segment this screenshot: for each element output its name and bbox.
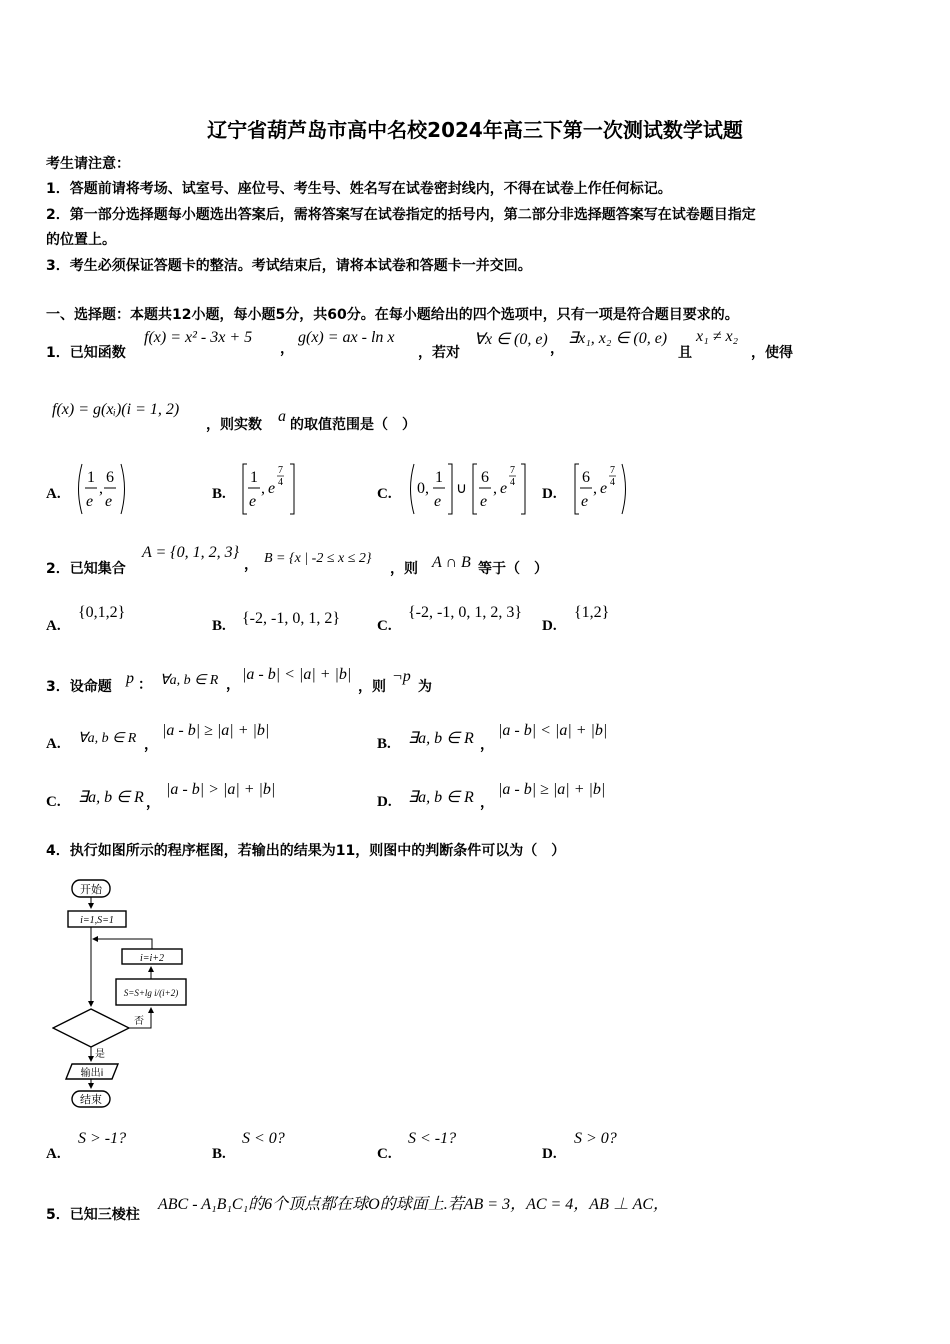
q1-then: ，使得	[751, 345, 793, 361]
svg-text:4: 4	[510, 477, 515, 488]
q2-option-c: {-2, -1, 0, 1, 2, 3}	[408, 604, 523, 621]
svg-text:e: e	[600, 480, 608, 497]
question-4: 4．执行如图所示的程序框图，若输出的结果为11，则图中的判断条件可以为（ ）	[46, 843, 566, 859]
q2-option-a: {0,1,2}	[78, 604, 126, 621]
q1-comma2: ，	[550, 341, 564, 357]
q4-option-d-label: D.	[542, 1146, 557, 1162]
svg-text:4: 4	[610, 477, 615, 488]
q5-prefix: 5．已知三棱柱	[46, 1207, 140, 1223]
svg-text:e: e	[500, 480, 508, 497]
svg-text:e: e	[268, 480, 276, 497]
q3-option-c-label: C.	[46, 794, 61, 810]
q2-comma: ，	[244, 557, 258, 573]
q2-option-d: {1,2}	[574, 604, 610, 621]
q3-quant: ∀a, b ∈ R	[160, 673, 219, 688]
flowchart	[52, 876, 202, 1111]
flow-start-text: 开始	[80, 883, 102, 896]
q1-neq: x₁ ≠ x₂	[696, 328, 739, 345]
q1-option-b-math	[240, 460, 302, 518]
q1-option-b-label: B.	[212, 486, 226, 502]
svg-text:e: e	[249, 493, 257, 510]
q1-option-c-math	[406, 460, 532, 518]
svg-text:4: 4	[278, 477, 283, 488]
q2-expr: A ∩ B	[432, 554, 471, 571]
q1-option-a-label: A.	[46, 486, 61, 502]
question-1	[46, 328, 926, 362]
q1-and: 且	[678, 345, 692, 361]
q3-option-d-quant: ∃a, b ∈ R	[408, 789, 474, 806]
q3-option-c-comma: ，	[146, 795, 160, 811]
q1-f: f(x) = x² - 3x + 5	[144, 329, 253, 346]
svg-text:1: 1	[87, 469, 95, 486]
svg-text:1: 1	[435, 469, 443, 486]
q3-option-b-quant: ∃a, b ∈ R	[408, 730, 474, 747]
q1-exists: ∃x₁, x₂ ∈ (0, e)	[568, 330, 668, 347]
notice-item-2: 2．第一部分选择题每小题选出答案后，需将答案写在试卷指定的括号内，第二部分非选择题答案写在试卷题目指定	[46, 207, 756, 223]
svg-text:1: 1	[250, 469, 258, 486]
svg-text:7: 7	[278, 465, 283, 476]
svg-text:6: 6	[106, 469, 114, 486]
q5-text: ABC - A₁B₁C₁的6个顶点都在球O的球面上.若AB = 3，AC = 4，AB ⊥ AC，	[158, 1196, 670, 1213]
q1-option-c-label: C.	[377, 486, 392, 502]
q1-forall: ∀x ∈ (0, e)	[474, 331, 548, 348]
q4-option-b: S < 0?	[242, 1130, 285, 1147]
section-heading: 一、选择题：本题共12小题，每小题5分，共60分。在每小题给出的四个选项中，只有一项是符合题目要求的。	[46, 307, 739, 323]
q4-option-a: S > -1?	[78, 1130, 127, 1147]
flow-yes-label: 是	[95, 1049, 105, 1060]
q4-option-c: S < -1?	[408, 1130, 457, 1147]
flow-update-text: S=S+lg i/(i+2)	[123, 988, 179, 998]
svg-text:e: e	[480, 493, 488, 510]
q2-option-a-label: A.	[46, 618, 61, 634]
notice-item-1: 1．答题前请将考场、试室号、座位号、考生号、姓名写在试卷密封线内，不得在试卷上作任何标记。	[46, 181, 672, 197]
svg-text:7: 7	[610, 465, 615, 476]
q3-comma: ，	[226, 677, 240, 693]
flow-inc-text: i=i+2	[139, 953, 165, 964]
q3-mid: ，则	[358, 679, 386, 695]
flow-output-text: 输出i	[80, 1068, 104, 1079]
svg-text:e: e	[434, 493, 442, 510]
q1-a: a	[278, 408, 286, 425]
q2-option-b: {-2, -1, 0, 1, 2}	[242, 610, 341, 627]
q3-option-b-ineq: |a - b| < |a| + |b|	[498, 722, 608, 739]
flow-no-label: 否	[134, 1016, 144, 1027]
q4-option-d: S > 0?	[574, 1130, 617, 1147]
q3-option-b-comma: ，	[480, 737, 494, 753]
q3-option-a-comma: ，	[144, 737, 158, 753]
svg-text:6: 6	[582, 469, 590, 486]
svg-text:6: 6	[481, 469, 489, 486]
notice-item-3: 3．考生必须保证答题卡的整洁。考试结束后，请将本试卷和答题卡一并交回。	[46, 258, 532, 274]
q3-option-a-label: A.	[46, 736, 61, 752]
svg-text:∪: ∪	[456, 481, 467, 497]
notice-heading: 考生请注意：	[46, 156, 130, 172]
svg-text:7: 7	[510, 465, 515, 476]
question-3	[46, 664, 646, 698]
svg-text:e: e	[105, 493, 113, 510]
q1-g: g(x) = ax - ln x	[298, 329, 395, 346]
q2-prefix: 2．已知集合	[46, 561, 126, 577]
q3-option-c-quant: ∃a, b ∈ R	[78, 789, 144, 806]
q3-colon: ：	[138, 677, 152, 693]
svg-text:0,: 0,	[417, 480, 429, 497]
q1-prefix: 1．已知函数	[46, 345, 126, 361]
svg-text:e: e	[86, 493, 94, 510]
q3-option-d-label: D.	[377, 794, 392, 810]
svg-text:,: ,	[593, 480, 597, 497]
question-5	[46, 1188, 926, 1224]
q3-option-a-quant: ∀a, b ∈ R	[78, 731, 137, 746]
flow-end-text: 结束	[80, 1093, 102, 1106]
svg-text:,: ,	[261, 480, 265, 497]
q1-option-d-label: D.	[542, 486, 557, 502]
q4-option-b-label: B.	[212, 1146, 226, 1162]
q1-suffix: ，则实数	[206, 417, 262, 433]
q3-option-b-label: B.	[377, 736, 391, 752]
q3-end: 为	[418, 679, 432, 695]
q2-mid: ，则	[390, 561, 418, 577]
q3-option-d-ineq: |a - b| ≥ |a| + |b|	[498, 781, 606, 798]
q4-option-a-label: A.	[46, 1146, 61, 1162]
q2-option-c-label: C.	[377, 618, 392, 634]
flow-init-text: i=1,S=1	[80, 915, 114, 926]
q1-comma1: ，	[280, 341, 294, 357]
q4-option-c-label: C.	[377, 1146, 392, 1162]
page-title: 辽宁省葫芦岛市高中名校2024年高三下第一次测试数学试题	[207, 118, 743, 142]
q3-option-d-comma: ，	[480, 795, 494, 811]
q2-option-b-label: B.	[212, 618, 226, 634]
q2-option-d-label: D.	[542, 618, 557, 634]
q3-ineq: |a - b| < |a| + |b|	[242, 666, 352, 683]
q3-option-a-ineq: |a - b| ≥ |a| + |b|	[162, 722, 270, 739]
q3-option-c-ineq: |a - b| > |a| + |b|	[166, 781, 276, 798]
q1-mid: ，若对	[418, 345, 460, 361]
q2-A: A = {0, 1, 2, 3}	[142, 544, 240, 561]
notice-item-2-cont: 的位置上。	[46, 232, 116, 248]
q3-negp: ¬p	[392, 668, 411, 685]
q3-prefix: 3．设命题	[46, 679, 112, 695]
q3-p: p	[126, 670, 134, 687]
q1-eq: f(x) = g(xᵢ)(i = 1, 2)	[52, 401, 180, 418]
question-1-line2	[46, 400, 546, 433]
q1-option-d-math	[572, 460, 634, 518]
q1-end: 的取值范围是（ ）	[290, 417, 416, 433]
question-2	[46, 542, 646, 578]
svg-text:e: e	[581, 493, 589, 510]
q2-B: B = {x | -2 ≤ x ≤ 2}	[264, 551, 372, 566]
q1-option-a-math	[74, 460, 136, 518]
flow-decision	[53, 1009, 129, 1047]
svg-text:,: ,	[493, 480, 497, 497]
svg-text:,: ,	[99, 480, 103, 497]
q2-end: 等于（ ）	[478, 561, 548, 577]
